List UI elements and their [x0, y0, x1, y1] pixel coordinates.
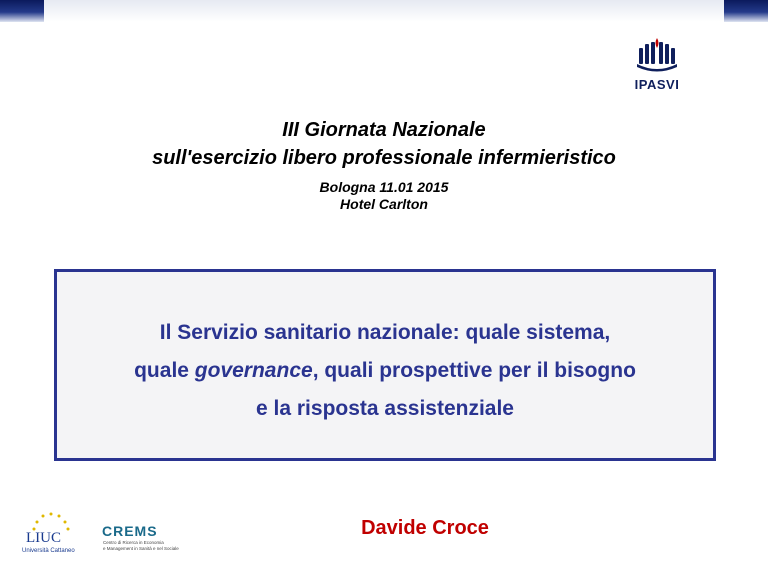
crems-subtitle-line1: Centro di Ricerca in Economia: [103, 540, 164, 545]
crems-logo-name: CREMS: [102, 523, 158, 539]
talk-title-line2: [57, 352, 713, 390]
talk-title-box: [54, 269, 716, 461]
event-title-line2: sull'esercizio libero professionale infermieristico: [152, 147, 616, 169]
liuc-logo-subtitle: Università Cattaneo: [22, 548, 75, 554]
talk-title: [57, 314, 713, 428]
talk-title-line2-start: quale: [134, 359, 195, 382]
talk-title-line3: e la risposta assistenziale: [256, 397, 514, 420]
liuc-logo-name: LIUC: [26, 530, 61, 546]
ipasvi-logo-text: IPASVI: [634, 77, 680, 92]
event-location-date: Bologna 11.01 2015: [319, 179, 449, 195]
talk-title-line1: Il Servizio sanitario nazionale: quale sistema,: [159, 321, 611, 344]
event-venue: Hotel Carlton: [340, 196, 428, 212]
author-name: Davide Croce: [361, 517, 489, 539]
crems-logo-subtitle: [103, 540, 183, 552]
talk-title-emphasis: governance: [194, 359, 313, 382]
corner-decoration-left: [0, 0, 44, 22]
top-band: [44, 0, 724, 22]
ipasvi-logo: [622, 36, 692, 96]
event-title-line1: III Giornata Nazionale: [282, 119, 486, 141]
corner-decoration-right: [724, 0, 768, 22]
ipasvi-emblem-icon: [635, 36, 679, 72]
talk-title-line2-end: , quali prospettive per il bisogno: [312, 359, 636, 382]
crems-subtitle-line2: e Management in Sanità e nel Sociale: [103, 546, 179, 551]
